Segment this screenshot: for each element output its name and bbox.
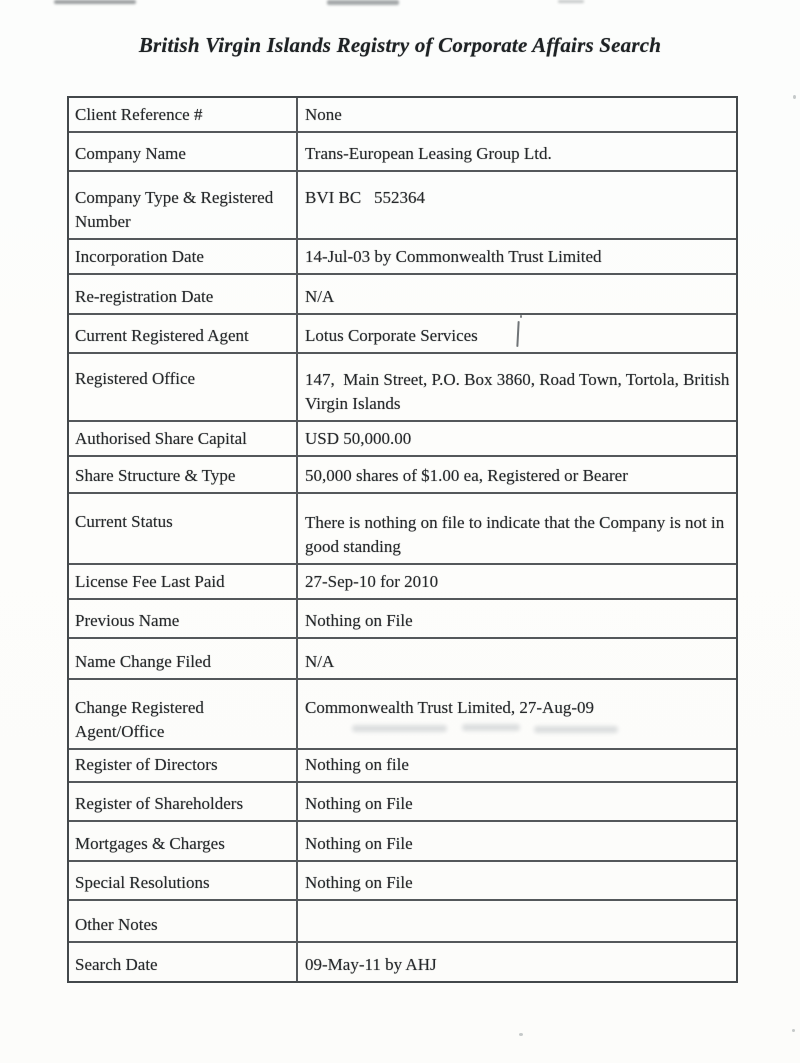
table-row xyxy=(69,600,736,639)
table-row xyxy=(69,862,736,901)
row-label: Authorised Share Capital xyxy=(69,422,298,455)
table-row xyxy=(69,822,736,862)
row-value: Commonwealth Trust Limited, 27-Aug-09 xyxy=(305,698,594,718)
row-value: 50,000 shares of $1.00 ea, Registered or Bearer xyxy=(305,466,628,486)
scan-smudge xyxy=(558,0,584,3)
row-value xyxy=(298,901,736,941)
row-label: Registered Office xyxy=(69,354,298,420)
scan-speck xyxy=(793,95,796,99)
row-value: 147, Main Street, P.O. Box 3860, Road Town, Tortola, British Virgin Islands xyxy=(305,370,734,414)
row-label: Change Registered Agent/Office xyxy=(69,680,298,748)
row-label: Register of Shareholders xyxy=(69,783,298,820)
row-value: Lotus Corporate Services xyxy=(305,326,478,346)
scan-smudge xyxy=(327,0,399,5)
table-row xyxy=(69,783,736,822)
table-row xyxy=(69,639,736,680)
row-label: Other Notes xyxy=(69,901,298,941)
row-label: Re-registration Date xyxy=(69,275,298,313)
row-label: Share Structure & Type xyxy=(69,457,298,492)
row-label: Special Resolutions xyxy=(69,862,298,899)
row-value: N/A xyxy=(305,287,335,307)
row-value: N/A xyxy=(305,652,335,672)
row-value: 27-Sep-10 for 2010 xyxy=(305,572,439,592)
row-value: 09-May-11 by AHJ xyxy=(305,955,437,975)
table-row xyxy=(69,98,736,133)
table-row xyxy=(69,565,736,600)
row-value: Nothing on File xyxy=(305,873,413,893)
table-row xyxy=(69,354,736,422)
table-row xyxy=(69,133,736,172)
row-value: Nothing on File xyxy=(305,834,413,854)
row-value: Nothing on file xyxy=(305,755,409,775)
table-row xyxy=(69,943,736,981)
row-value: Nothing on File xyxy=(305,794,413,814)
row-value: None xyxy=(305,105,342,125)
scan-speck xyxy=(792,1029,795,1032)
pen-mark-artifact xyxy=(520,315,522,318)
row-value: There is nothing on file to indicate that the Company is not in good standing xyxy=(305,513,729,557)
row-value: 14-Jul-03 by Commonwealth Trust Limited xyxy=(305,247,602,267)
row-label: Name Change Filed xyxy=(69,639,298,678)
row-value: Trans-European Leasing Group Ltd. xyxy=(305,144,552,164)
table-row xyxy=(69,315,736,354)
table-row xyxy=(69,494,736,565)
table-row xyxy=(69,172,736,240)
row-value: USD 50,000.00 xyxy=(305,429,412,449)
row-label: Previous Name xyxy=(69,600,298,637)
table-row xyxy=(69,240,736,275)
row-label: Register of Directors xyxy=(69,750,298,781)
row-label: Mortgages & Charges xyxy=(69,822,298,860)
registry-search-table xyxy=(67,96,738,983)
row-label: Company Name xyxy=(69,133,298,170)
scan-smudge xyxy=(54,0,136,4)
table-row xyxy=(69,457,736,494)
table-row xyxy=(69,901,736,943)
bleed-through-artifact xyxy=(462,724,520,731)
row-label: Current Status xyxy=(69,494,298,563)
bleed-through-artifact xyxy=(352,725,447,732)
row-value: BVI BC 552364 xyxy=(305,188,425,208)
row-label: Company Type & Registered Number xyxy=(69,172,298,238)
table-row xyxy=(69,680,736,750)
scan-speck xyxy=(519,1033,523,1036)
row-label: License Fee Last Paid xyxy=(69,565,298,598)
page-title: British Virgin Islands Registry of Corporate Affairs Search xyxy=(138,33,662,57)
table-row xyxy=(69,750,736,783)
row-label: Client Reference # xyxy=(69,98,298,131)
table-row xyxy=(69,422,736,457)
row-value: Nothing on File xyxy=(305,611,413,631)
row-label: Incorporation Date xyxy=(69,240,298,273)
bleed-through-artifact xyxy=(534,726,618,733)
row-label: Current Registered Agent xyxy=(69,315,298,352)
table-row xyxy=(69,275,736,315)
row-label: Search Date xyxy=(69,943,298,981)
